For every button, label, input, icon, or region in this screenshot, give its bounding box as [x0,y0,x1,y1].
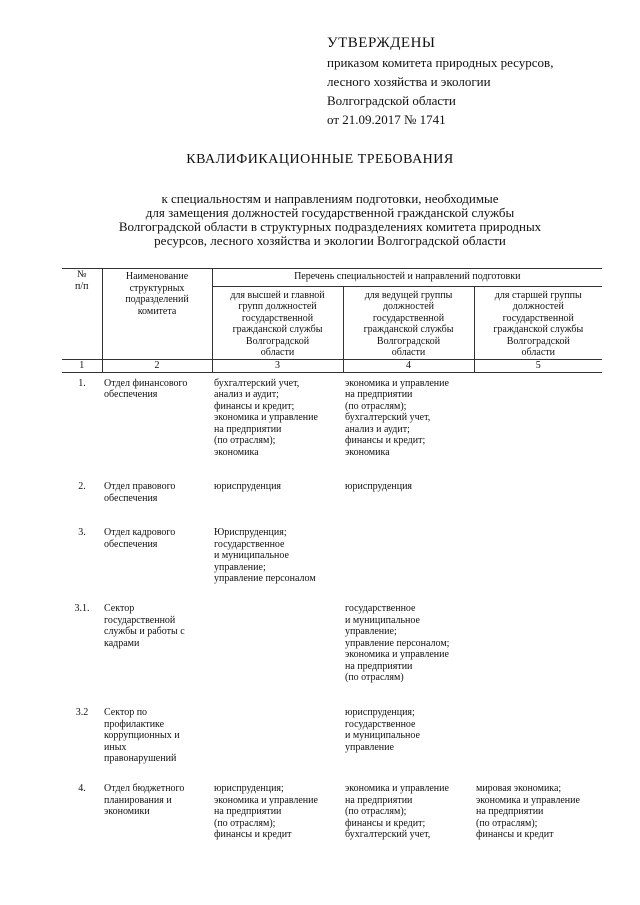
cell-line: экономика [345,446,390,458]
cell-line: на предприятии [345,389,413,400]
senior-group-cell [474,522,602,598]
approval-line: приказом комитета природных ресурсов, [327,55,554,70]
cell-line: Сектор по [104,707,148,718]
unit-name-cell [102,778,212,841]
leading-group-cell [343,598,474,702]
column-number: 4 [343,359,474,372]
senior-group-cell [474,476,602,522]
cell-line: государственное [345,603,416,614]
cell-line: экономика и управление [214,412,318,423]
cell-line: экономика и управление [345,377,449,389]
leading-group-cell [343,372,474,476]
highest-group-cell [212,372,343,476]
column-number: 2 [102,359,212,372]
highest-group-cell [212,522,343,598]
header-number: № п/п [62,269,102,360]
column-number: 5 [474,359,602,372]
leading-group-cell [343,702,474,778]
cell-line: планирования и [104,794,172,806]
unit-name-cell [102,372,212,476]
unit-name-cell [102,476,212,522]
header-specialties-group: Перечень специальностей и направлений подготовки [212,269,602,287]
cell-line: бухгалтерский учет, [345,829,431,840]
cell-line: и муниципальное [345,730,420,741]
cell-line: на предприятии [345,660,413,672]
column-number: 1 [62,359,102,372]
cell-line: экономика и управление [345,783,449,794]
cell-line: анализ и аудит; [345,423,410,435]
row-number: 3.2 [75,707,89,718]
highest-group-cell [212,598,343,702]
cell-line: (по отраслям); [345,400,407,412]
cell-line: (по отраслям); [476,817,538,829]
cell-line: юриспруденция; [345,707,415,718]
subtitle-line: ресурсов, лесного хозяйства и экологии Волгоградской области [154,233,506,248]
senior-group-cell [474,702,602,778]
cell-line: управление [345,741,394,753]
cell-line: (по отраслям); [214,435,276,446]
cell-line: финансы и кредит [476,829,554,840]
cell-line: (по отраслям); [345,806,407,817]
cell-line: анализ и аудит; [214,389,279,400]
senior-group-cell [474,778,602,841]
cell-line: управление персоналом [214,573,316,584]
header-highest-group: для высшей и главной групп должностей государственной гражданской службы Волгоградской области [212,286,343,359]
highest-group-cell [212,778,343,841]
cell-line: иных [104,741,127,753]
header-leading-group: для ведущей группы должностей государственной гражданской службы Волгоградской области [343,286,474,359]
cell-line: юриспруденция [345,481,413,492]
document-title: КВАЛИФИКАЦИОННЫЕ ТРЕБОВАНИЯ [186,152,454,167]
cell-line: службы и работы с [104,626,185,637]
cell-line: юриспруденция; [214,783,284,794]
cell-line: экономика и управление [345,649,449,660]
cell-line: на предприятии [214,423,282,435]
unit-name-cell [102,702,212,778]
cell-line: правонарушений [104,753,177,764]
cell-line: обеспечения [104,389,158,400]
row-number: 2. [78,481,86,492]
table-row [62,522,602,598]
senior-group-cell [474,598,602,702]
cell-line: бухгалтерский учет, [214,377,300,389]
requirements-table [62,268,602,841]
row-number: 1. [78,377,86,389]
approval-date-number: от 21.09.2017 № 1741 [327,112,446,127]
leading-group-cell [343,522,474,598]
cell-line: экономика и управление [476,794,580,806]
cell-line: Отдел бюджетного [104,783,185,794]
cell-line: экономика [214,446,259,458]
approval-line: лесного хозяйства и экологии [327,74,491,89]
cell-line: финансы и кредит; [345,435,426,446]
subtitle-line: Волгоградской области в структурных подразделениях комитета природных [118,219,542,234]
row-number: 3. [78,527,86,538]
cell-line: бухгалтерский учет, [345,412,431,423]
cell-line: коррупционных и [104,730,180,741]
cell-line: кадрами [104,637,140,649]
cell-line: государственное [345,718,416,730]
cell-line: мировая экономика; [476,783,562,794]
highest-group-cell [212,476,343,522]
row-number: 4. [78,783,86,794]
unit-name-cell [102,598,212,702]
cell-line: обеспечения [104,538,158,550]
cell-line: экономики [104,806,150,817]
cell-line: финансы и кредит; [214,400,295,412]
subtitle-line: к специальностям и направлениям подготовки, необходимые [161,191,499,206]
cell-line: Юриспруденция; [214,527,287,538]
table-body [62,372,602,841]
cell-line: профилактике [104,718,165,730]
table-row [62,372,602,476]
cell-line: управление персоналом; [345,637,450,649]
approval-stamp [327,34,553,129]
cell-line: Отдел правового [104,481,176,492]
cell-line: государственное [214,538,285,550]
table-row [62,476,602,522]
cell-line: Отдел кадрового [104,527,176,538]
subtitle-line: для замещения должностей государственной гражданской службы [145,205,515,220]
table-row [62,778,602,841]
cell-line: и муниципальное [345,614,420,626]
highest-group-cell [212,702,343,778]
cell-line: обеспечения [104,492,158,504]
approval-line: Волгоградской области [327,93,456,108]
table-row [62,702,602,778]
senior-group-cell [474,372,602,476]
approval-title: УТВЕРЖДЕНЫ [327,35,436,51]
cell-line: (по отраслям) [345,672,404,683]
cell-line: управление; [345,626,397,637]
cell-line: управление; [214,561,266,573]
cell-line: на предприятии [476,806,544,817]
document-subtitle [70,192,590,248]
leading-group-cell [343,778,474,841]
cell-line: финансы и кредит; [345,817,426,829]
column-number: 3 [212,359,343,372]
cell-line: (по отраслям); [214,817,276,829]
cell-line: экономика и управление [214,794,318,806]
cell-line: финансы и кредит [214,829,292,840]
row-number: 3.1. [74,603,90,614]
cell-line: государственной [104,614,176,626]
cell-line: на предприятии [214,806,282,817]
unit-name-cell [102,522,212,598]
leading-group-cell [343,476,474,522]
cell-line: на предприятии [345,794,413,806]
cell-line: Сектор [104,603,135,614]
cell-line: и муниципальное [214,550,289,561]
cell-line: юриспруденция [214,481,282,492]
cell-line: Отдел финансового [104,377,188,389]
table-row [62,598,602,702]
header-senior-group: для старшей группы должностей государственной гражданской службы Волгоградской области [493,289,584,358]
header-unit-name: Наименование структурных подразделений комитета [102,269,212,360]
